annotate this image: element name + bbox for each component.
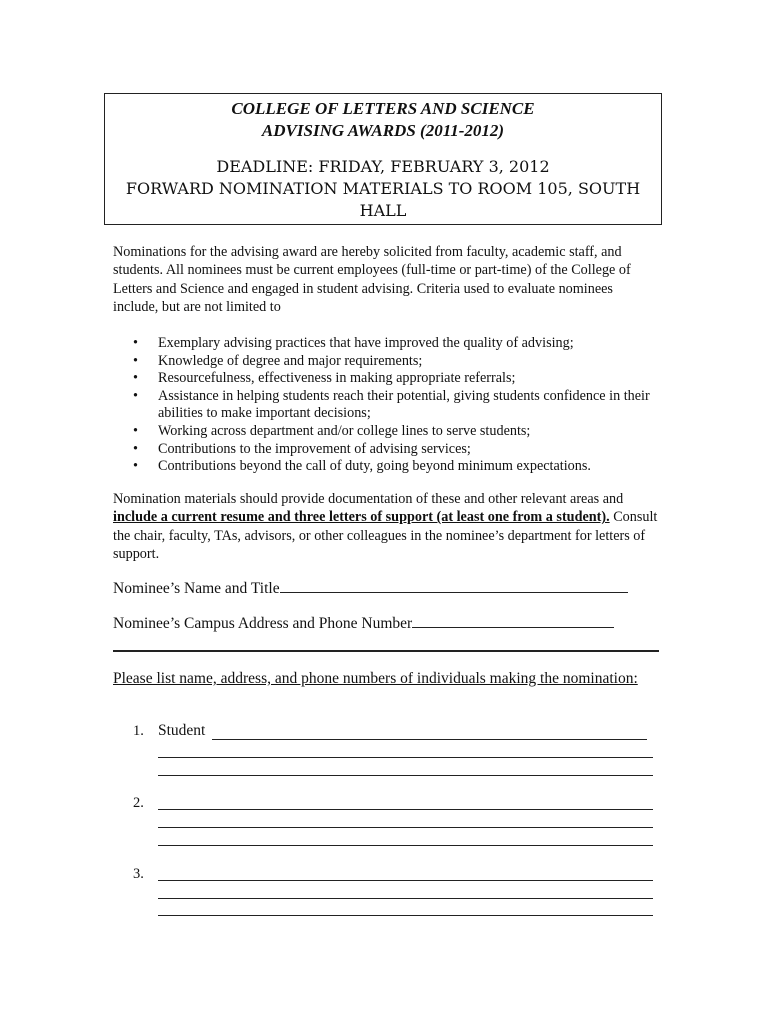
list-item [113, 458, 661, 476]
nominee-address-row [113, 613, 614, 634]
criteria-text: Assistance in helping students reach their potential, giving students confidence in their abilities to make important decisions; [158, 387, 650, 422]
nominator-2-name-field[interactable] [158, 809, 653, 810]
nominator-2-phone-field[interactable] [158, 845, 653, 846]
entry-number-1: 1. [133, 723, 144, 739]
bullet-icon: • [133, 422, 138, 439]
header-box [104, 93, 662, 225]
list-item [113, 388, 661, 423]
entry-label-student: Student [158, 722, 206, 739]
bullet-icon: • [133, 352, 138, 369]
bullet-icon: • [133, 335, 138, 351]
materials-lead: Nomination materials should provide documentation of these and other relevant areas and [113, 491, 624, 507]
nominee-address-field[interactable] [412, 613, 614, 628]
materials-paragraph [113, 490, 661, 563]
nominator-3-address-field[interactable] [158, 898, 653, 899]
entry-number-3: 3. [133, 866, 144, 882]
criteria-text: Contributions beyond the call of duty, going beyond minimum expectations. [158, 458, 591, 475]
forward-instructions: FORWARD NOMINATION MATERIALS TO ROOM 105, SOUTH HALL [125, 179, 641, 220]
list-item [113, 423, 661, 441]
intro-paragraph: Nominations for the advising award are hereby solicited from faculty, academic staff, and students. All nominees must be current employees (full-time or part-time) of the College of Letters and Science and engaged in student advising. Criteria used to evaluate nominees include, but are not limited to [113, 244, 631, 315]
bullet-icon: • [133, 458, 138, 475]
entry-number-2: 2. [133, 795, 144, 811]
bullet-icon: • [133, 440, 138, 457]
materials-emphasis: include a current resume and three letters of support (at least one from a student). [113, 509, 610, 526]
list-item [113, 353, 661, 371]
list-item [113, 370, 661, 388]
student-address-field[interactable] [158, 757, 653, 758]
materials-tail: Consult the chair, faculty, TAs, advisors, or other colleagues in the nominee’s department for letters of support. [113, 509, 658, 562]
nominee-name-label: Nominee’s Name and Title [113, 580, 280, 597]
nominee-name-field[interactable] [280, 578, 628, 593]
document-title: COLLEGE OF LETTERS AND SCIENCE [231, 99, 535, 118]
student-phone-field[interactable] [158, 775, 653, 776]
criteria-text: Contributions to the improvement of advising services; [158, 440, 471, 457]
criteria-text: Knowledge of degree and major requirements; [158, 352, 423, 369]
list-item [113, 441, 661, 459]
nominee-name-row [113, 578, 628, 599]
nominator-2-address-field[interactable] [158, 827, 653, 828]
criteria-text: Working across department and/or college lines to serve students; [158, 422, 531, 439]
nominator-3-name-field[interactable] [158, 880, 653, 881]
criteria-text: Resourcefulness, effectiveness in making appropriate referrals; [158, 370, 516, 387]
student-name-field[interactable] [212, 739, 647, 740]
bullet-icon: • [133, 370, 138, 387]
criteria-text: Exemplary advising practices that have improved the quality of advising; [158, 335, 574, 351]
bullet-icon: • [133, 387, 138, 404]
nominee-address-label: Nominee’s Campus Address and Phone Number [113, 615, 413, 632]
section-divider [113, 650, 659, 652]
criteria-list [113, 335, 661, 476]
deadline-text: DEADLINE: FRIDAY, FEBRUARY 3, 2012 [216, 157, 550, 176]
nominator-3-phone-field[interactable] [158, 915, 653, 916]
list-item [113, 335, 661, 353]
nominators-heading: Please list name, address, and phone numbers of individuals making the nomination: [113, 670, 638, 687]
document-subtitle: ADVISING AWARDS (2011-2012) [261, 121, 505, 140]
